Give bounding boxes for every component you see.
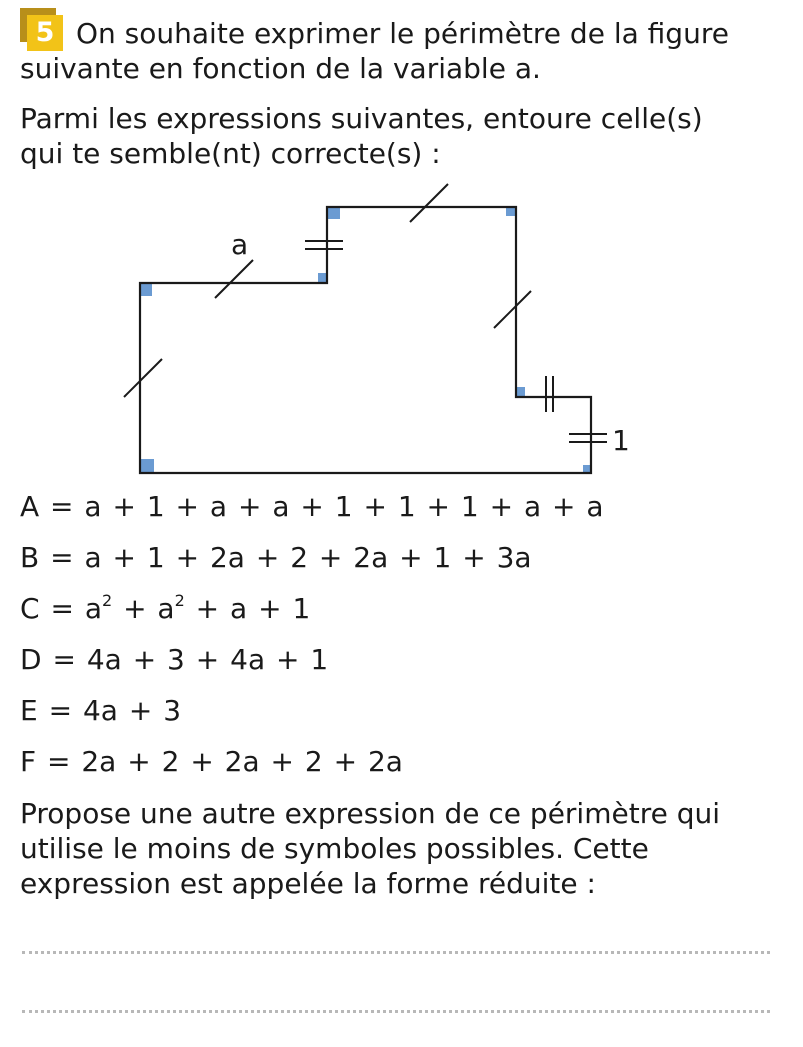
right-angle-marker bbox=[328, 207, 340, 219]
tick-mark bbox=[215, 260, 253, 298]
right-angle-marker bbox=[140, 459, 154, 473]
label-1: 1 bbox=[612, 424, 630, 457]
intro-line-1: On souhaite exprimer le périmètre de la figure bbox=[76, 17, 729, 50]
right-angle-marker bbox=[583, 465, 591, 473]
intro-line-2: suivante en fonction de la variable a. bbox=[20, 52, 541, 85]
right-angle-marker bbox=[318, 273, 327, 282]
exponent: 2 bbox=[101, 591, 113, 610]
answer-line-1[interactable] bbox=[22, 951, 770, 954]
right-angle-markers bbox=[140, 207, 591, 473]
answer-line-2[interactable] bbox=[22, 1010, 770, 1013]
exercise-number: 5 bbox=[27, 15, 63, 51]
instruction-line-1: Parmi les expressions suivantes, entoure celle(s) bbox=[20, 102, 703, 135]
expression-c-part: + a + 1 bbox=[184, 592, 311, 625]
expression-f[interactable]: F = 2a + 2 + 2a + 2 + 2a bbox=[20, 745, 403, 778]
figure-outline bbox=[140, 207, 591, 473]
exponent: 2 bbox=[174, 591, 185, 610]
instruction-line-2: qui te semble(nt) correcte(s) : bbox=[20, 137, 441, 170]
exercise-number-badge bbox=[20, 8, 64, 50]
expression-b[interactable]: B = a + 1 + 2a + 2 + 2a + 1 + 3a bbox=[20, 541, 532, 574]
tick-mark bbox=[124, 359, 162, 397]
question-text bbox=[20, 796, 790, 901]
right-angle-marker bbox=[506, 207, 515, 216]
tick-mark bbox=[410, 184, 448, 222]
instruction-text bbox=[20, 101, 780, 171]
perimeter-figure bbox=[0, 175, 803, 485]
tick-mark bbox=[494, 291, 531, 328]
question-line-3: expression est appelée la forme réduite : bbox=[20, 867, 596, 900]
question-line-2: utilise le moins de symboles possibles. Cette bbox=[20, 832, 649, 865]
expression-d[interactable]: D = 4a + 3 + 4a + 1 bbox=[20, 643, 329, 676]
expression-a[interactable]: A = a + 1 + a + a + 1 + 1 + 1 + a + a bbox=[20, 490, 604, 523]
expression-c[interactable] bbox=[20, 592, 310, 626]
question-line-1: Propose une autre expression de ce périmètre qui bbox=[20, 797, 721, 830]
right-angle-marker bbox=[516, 387, 525, 396]
expression-c-part: C = a bbox=[20, 592, 102, 625]
label-a: a bbox=[231, 228, 249, 261]
right-angle-marker bbox=[140, 284, 152, 296]
expression-e[interactable]: E = 4a + 3 bbox=[20, 694, 182, 727]
expression-c-part: + a bbox=[112, 592, 175, 625]
tick-marks-1 bbox=[305, 241, 607, 442]
